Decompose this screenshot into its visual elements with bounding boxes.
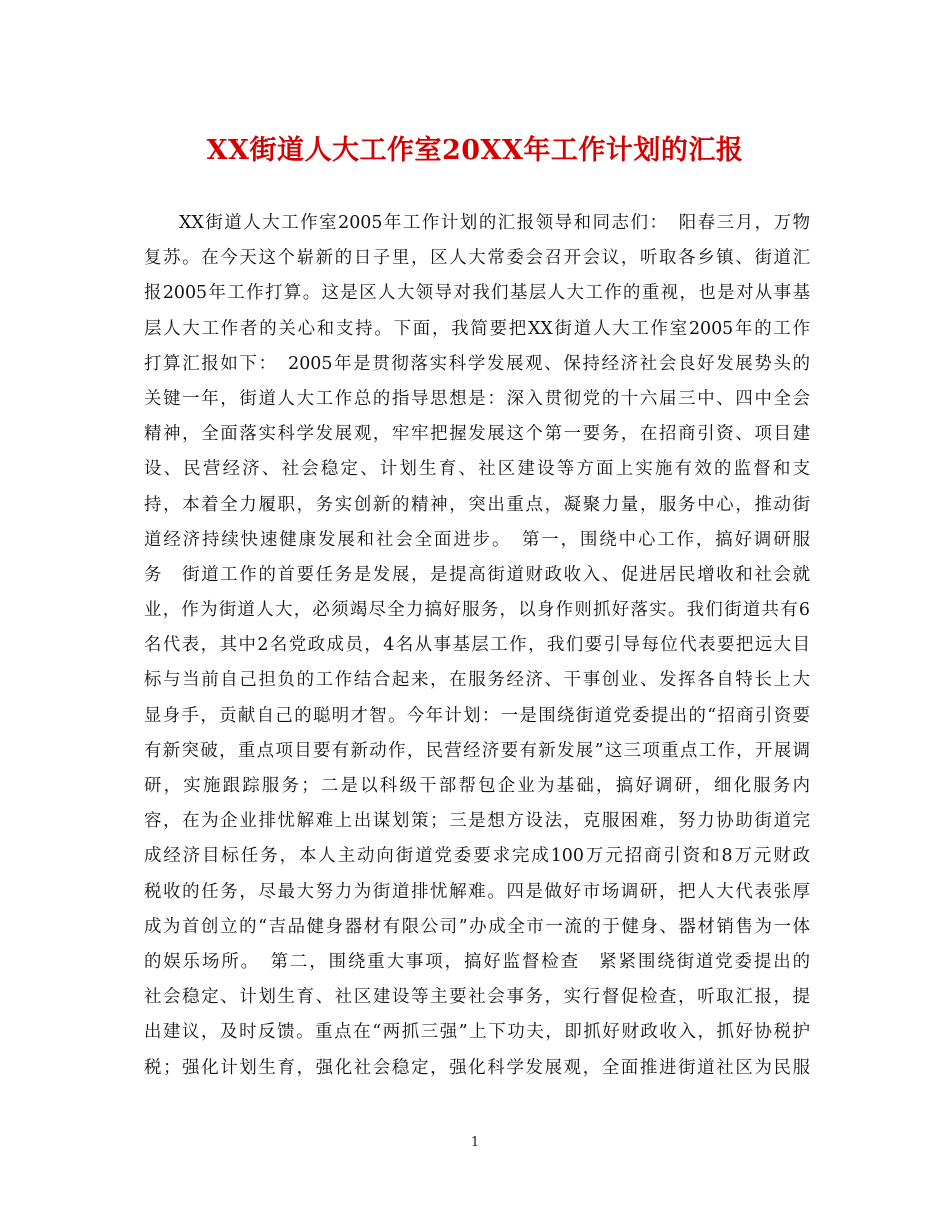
body-line: 设、民营经济、社会稳定、计划生育、社区建设等方面上实施有效的监督和支 [144, 459, 810, 480]
body-line: 报2005年工作打算。这是区人大领导对我们基层人大工作的重视，也是对从事基 [144, 283, 810, 304]
body-line: 复苏。在今天这个崭新的日子里，区人大常委会召开会议，听取各乡镇、街道汇 [144, 248, 810, 269]
body-line: 税收的任务，尽最大努力为街道排忧解难。四是做好市场调研，把人大代表张厚 [144, 881, 810, 902]
body-line: 成经济目标任务，本人主动向街道党委要求完成100万元招商引资和8万元财政 [144, 846, 810, 867]
body-line: 社会稳定、计划生育、社区建设等主要社会事务，实行督促检查，听取汇报，提 [144, 987, 810, 1008]
body-line: 道经济持续快速健康发展和社会全面进步。 第一，围绕中心工作，搞好调研服 [144, 529, 810, 550]
body-line: XX街道人大工作室2005年工作计划的汇报领导和同志们： 阳春三月，万物 [179, 213, 810, 233]
body-line: 层人大工作者的关心和支持。下面，我简要把XX街道人大工作室2005年的工作 [144, 318, 810, 339]
body-line: 标与当前自己担负的工作结合起来，在服务经济、干事创业、发挥各自特长上大 [144, 670, 810, 691]
document-title: XX街道人大工作室20XX年工作计划的汇报 [206, 135, 744, 166]
body-line: 研，实施跟踪服务；二是以科级干部帮包企业为基础，搞好调研，细化服务内 [144, 776, 810, 796]
body-line: 成为首创立的“吉品健身器材有限公司”办成全市一流的于健身、器材销售为一体 [144, 916, 810, 937]
body-line: 出建议，及时反馈。重点在“两抓三强”上下功夫，即抓好财政收入，抓好协税护 [144, 1022, 810, 1043]
body-line: 税；强化计划生育，强化社会稳定，强化科学发展观，全面推进街道社区为民服 [144, 1057, 810, 1078]
body-line: 的娱乐场所。 第二，围绕重大事项，搞好监督检查 紧紧围绕街道党委提出的 [144, 951, 810, 972]
body-line: 有新突破，重点项目要有新动作，民营经济要有新发展”这三项重点工作，开展调 [144, 740, 810, 761]
document-body [144, 206, 810, 1086]
body-line: 名代表，其中2名党政成员，4名从事基层工作，我们要引导每位代表要把远大目 [144, 635, 810, 656]
body-line: 显身手，贡献自己的聪明才智。今年计划：一是围绕街道党委提出的“招商引资要 [144, 705, 810, 726]
body-line: 持，本着全力履职，务实创新的精神，突出重点，凝聚力量，服务中心，推动街 [144, 494, 810, 515]
page-number: 1 [470, 1135, 480, 1150]
body-line: 关键一年，街道人大工作总的指导思想是：深入贯彻党的十六届三中、四中全会 [144, 388, 810, 409]
body-line: 精神，全面落实科学发展观，牢牢把握发展这个第一要务，在招商引资、项目建 [144, 424, 810, 445]
body-line: 容，在为企业排忧解难上出谋划策；三是想方设法，克服困难，努力协助街道完 [144, 811, 810, 832]
body-line: 务 街道工作的首要任务是发展，是提高街道财政收入、促进居民增收和社会就 [144, 564, 810, 585]
body-line: 打算汇报如下： 2005年是贯彻落实科学发展观、保持经济社会良好发展势头的 [144, 353, 810, 374]
body-line: 业，作为街道人大，必须竭尽全力搞好服务，以身作则抓好落实。我们街道共有6 [144, 600, 810, 621]
